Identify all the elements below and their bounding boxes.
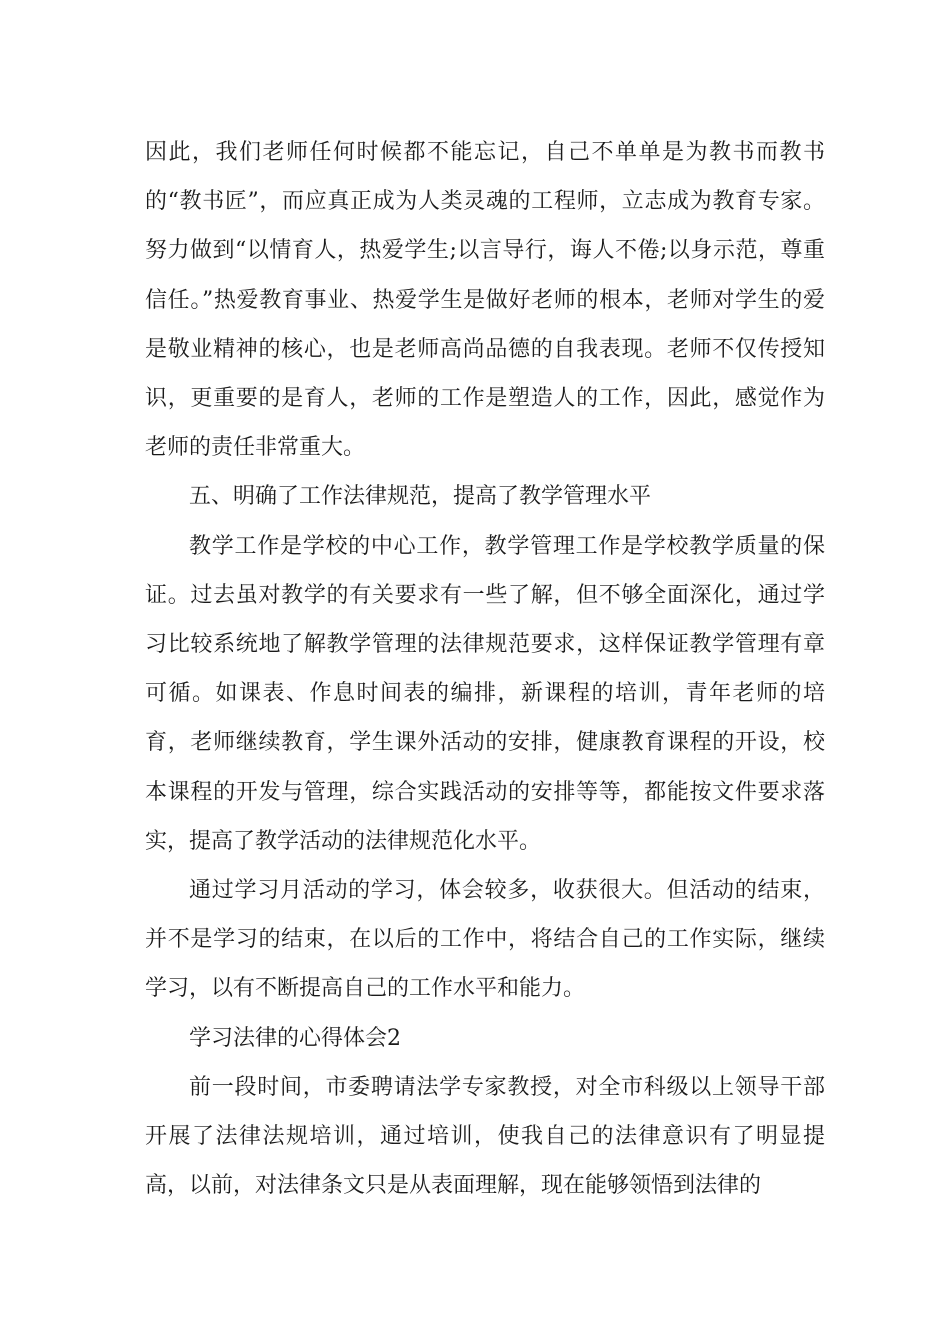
- paragraph-teaching-management: 教学工作是学校的中心工作，教学管理工作是学校教学质量的保证。过去虽对教学的有关要求有一些了解，但不够全面深化，通过学习比较系统地了解教学管理的法律规范要求，这样保证教学管理有章可循。如课表、作息时间表的编排，新课程的培训，青年老师的培育，老师继续教育，学生课外活动的安排，健康教育课程的开设，校本课程的开发与管理，综合实践活动的安排等等，都能按文件要求落实，提高了教学活动的法律规范化水平。: [145, 533, 825, 854]
- paragraph-study-month-summary: 通过学习月活动的学习，体会较多，收获很大。但活动的结束，并不是学习的结束，在以后的工作中，将结合自己的工作实际，继续学习，以有不断提高自己的工作水平和能力。: [145, 878, 825, 1002]
- section-heading-five: 五、明确了工作法律规范，提高了教学管理水平: [189, 484, 652, 510]
- essay-title-2: 学习法律的心得体会2: [189, 1025, 401, 1051]
- paragraph-teacher-responsibility: 因此，我们老师任何时候都不能忘记，自己不单单是为教书而教书的“教书匠”，而应真正成为人类灵魂的工程师，立志成为教育专家。努力做到“以情育人，热爱学生;以言导行，诲人不倦;以身示范，尊重信任。”热爱教育事业、热爱学生是做好老师的根本，老师对学生的爱是敬业精神的核心，也是老师高尚品德的自我表现。老师不仅传授知识，更重要的是育人，老师的工作是塑造人的工作，因此，感觉作为老师的责任非常重大。: [145, 140, 825, 461]
- paragraph-law-training: 前一段时间，市委聘请法学专家教授，对全市科级以上领导干部开展了法律法规培训，通过培训，使我自己的法律意识有了明显提高，以前，对法律条文只是从表面理解，现在能够领悟到法律的: [145, 1074, 825, 1199]
- document-body: [145, 128, 825, 1210]
